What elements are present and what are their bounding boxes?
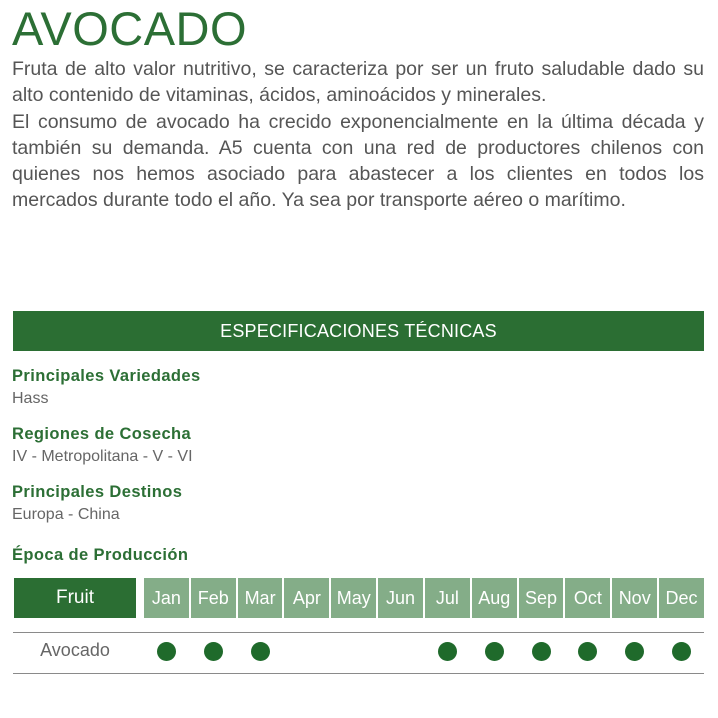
spec-label-regions: Regiones de Cosecha (12, 425, 192, 443)
calendar-cell-jun (378, 641, 423, 661)
month-header: Nov (612, 578, 657, 618)
spec-label-destinations: Principales Destinos (12, 483, 183, 501)
season-dot (438, 642, 457, 661)
month-header: Feb (191, 578, 236, 618)
spec-value-destinations: Europa - China (12, 506, 120, 523)
month-header: May (331, 578, 376, 618)
month-header: Jul (425, 578, 470, 618)
description-paragraph-1: Fruta de alto valor nutritivo, se caracteriza por ser un fruto saludable dado su alto contenido de vitaminas, ácidos, aminoácidos y minerales. (12, 58, 704, 107)
calendar-bottom-rule (13, 673, 704, 674)
calendar-cell-jan (144, 641, 189, 661)
calendar-cell-may (331, 641, 376, 661)
calendar-cell-sep (519, 641, 564, 661)
month-header: Jun (378, 578, 423, 618)
spec-value-regions: IV - Metropolitana - V - VI (12, 448, 193, 465)
specs-header-bar: ESPECIFICACIONES TÉCNICAS (13, 311, 704, 351)
month-header: Jan (144, 578, 189, 618)
production-season-label: Época de Producción (12, 546, 189, 564)
season-dot (625, 642, 644, 661)
description-paragraph-2: El consumo de avocado ha crecido exponencialmente en la última década y también su demanda. A5 cuenta con una red de productores chilenos con quienes nos hemos asociado para abastecer a los clientes en todos los mercados durante todo el año. Ya sea por transporte aéreo o marítimo. (12, 110, 704, 212)
calendar-fruit-header: Fruit (14, 578, 136, 618)
calendar-top-rule (13, 632, 704, 633)
season-dot (204, 642, 223, 661)
page-title: AVOCADO (12, 2, 248, 55)
calendar-cell-apr (284, 641, 329, 661)
calendar-cell-oct (565, 641, 610, 661)
month-header: Aug (472, 578, 517, 618)
season-dot (578, 642, 597, 661)
calendar-cell-nov (612, 641, 657, 661)
calendar-month-headers (144, 578, 704, 618)
season-dot (251, 642, 270, 661)
season-dot (532, 642, 551, 661)
calendar-cell-feb (191, 641, 236, 661)
season-dot (485, 642, 504, 661)
calendar-cell-dec (659, 641, 704, 661)
season-dot (672, 642, 691, 661)
month-header: Apr (284, 578, 329, 618)
calendar-cell-jul (425, 641, 470, 661)
month-header: Dec (659, 578, 704, 618)
month-header: Mar (238, 578, 283, 618)
month-header: Oct (565, 578, 610, 618)
calendar-row-name: Avocado (40, 640, 110, 660)
calendar-row-season-cells (144, 641, 704, 661)
calendar-cell-aug (472, 641, 517, 661)
season-dot (157, 642, 176, 661)
month-header: Sep (519, 578, 564, 618)
spec-label-varieties: Principales Variedades (12, 367, 201, 385)
spec-value-varieties: Hass (12, 390, 49, 407)
calendar-cell-mar (238, 641, 283, 661)
